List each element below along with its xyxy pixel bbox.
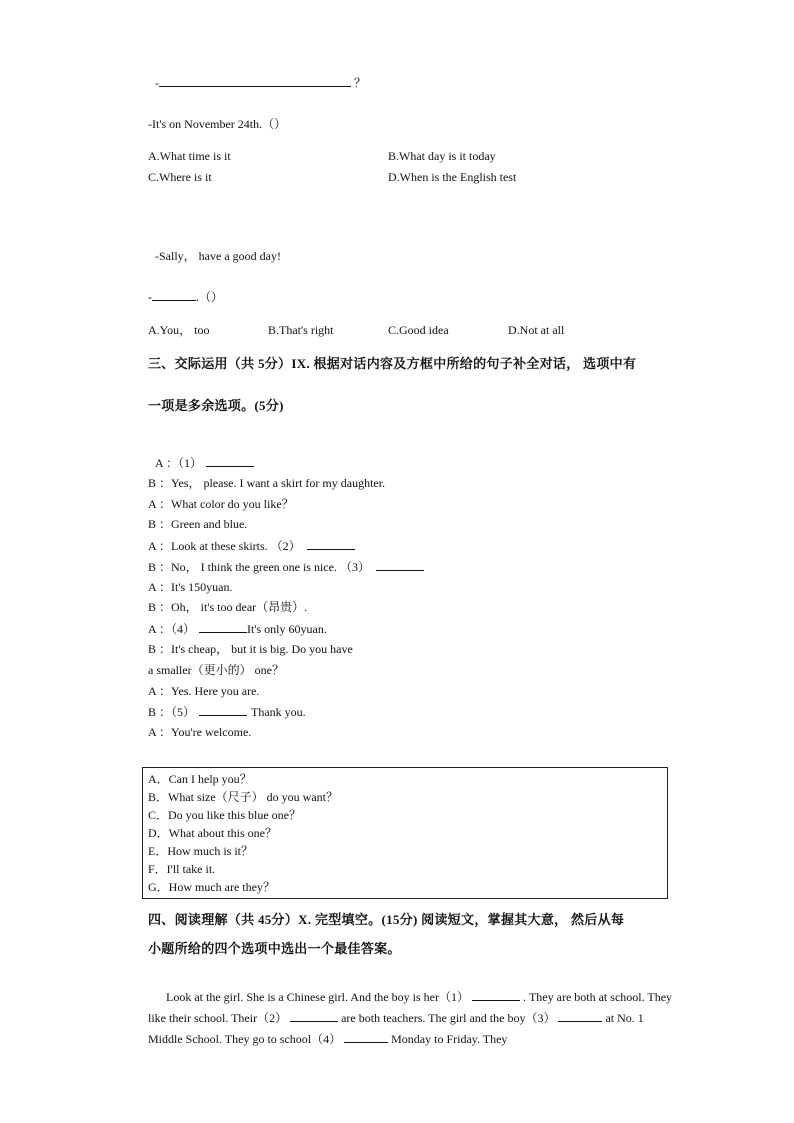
passage-line-1 (148, 987, 676, 1050)
box-option-f: F．I'll take it. (148, 862, 216, 876)
passage-text: Monday to Friday. They (391, 1032, 508, 1046)
answer-blank (199, 703, 247, 716)
answer-blank (206, 454, 254, 467)
dialogue-line: B ：Green and blue. (148, 517, 248, 531)
dialogue-line: A ：Look at these skirts. （2） (148, 537, 355, 554)
answer-blank (199, 620, 247, 633)
dialogue-line: B ：Yes， please. I want a skirt for my daughter. (148, 476, 386, 490)
answer-blank (307, 537, 355, 550)
answer-blank (376, 558, 424, 571)
dialogue-line: A ：（1） (155, 454, 254, 471)
section3-heading-line2: 一项是多余选项。(5分) (148, 398, 284, 413)
answer-blank (472, 988, 520, 1001)
option-a: A.You， too (148, 323, 210, 337)
box-option-g: G．How much are they？ (148, 880, 275, 894)
dialogue-line: B ：（5） Thank you. (148, 705, 306, 719)
dialogue-line: A ：You're welcome. (148, 725, 252, 739)
option-d: D.Not at all (508, 323, 565, 337)
option-c: C.Where is it (148, 170, 212, 184)
passage-text: . They are both at school. They like their school. Their（2） (148, 990, 673, 1025)
passage-text: Look at the girl. She is a Chinese girl. And the boy is her（1） (166, 990, 469, 1004)
section3-heading-line1: 三、交际运用（共 5分）IX. 根据对话内容及方框中所给的句子补全对话， 选项中有 (148, 356, 637, 371)
answer-blank (152, 288, 196, 301)
option-d: D.When is the English test (388, 170, 517, 184)
box-option-a: A．Can I help you？ (148, 772, 252, 786)
option-a: A.What time is it (148, 149, 231, 163)
box-option-c: C．Do you like this blue one？ (148, 808, 301, 822)
answer-blank (344, 1030, 388, 1043)
question-a-line (155, 74, 366, 91)
dialogue-line: A ：（4） It's only 60yuan. (148, 622, 327, 636)
option-b: B.That's right (268, 323, 334, 337)
question-b-line1: -Sally， have a good day! (155, 249, 281, 263)
section4-heading-line1: 四、阅读理解（共 45分）X. 完型填空。(15分) 阅读短文，掌握其大意， 然后从每 (148, 912, 625, 927)
options-box (142, 767, 668, 899)
dialogue-line: A ：It's 150yuan. (148, 580, 233, 594)
passage-text: are both teachers. The girl and the boy（3） (341, 1011, 556, 1025)
cloze-passage (148, 987, 676, 1050)
box-option-d: D．What about this one？ (148, 826, 277, 840)
answer-blank (290, 1009, 338, 1022)
box-option-e: E．How much is it？ (148, 844, 253, 858)
dialogue-line: A ：What color do you like？ (148, 497, 294, 511)
dialogue-line: B ：Oh， it's too dear（昂贵）. (148, 600, 308, 614)
passage-text: at No. 1 Middle School. They go to school（4） (148, 1011, 644, 1046)
option-c: C.Good idea (388, 323, 449, 337)
dialogue-line: a smaller（更小的） one？ (148, 663, 284, 677)
question-b-prefix: - (148, 290, 152, 304)
dialogue-line: A ：Yes. Here you are. (148, 684, 260, 698)
dialogue-line: B ：It's cheap， but it is big. Do you have (148, 642, 353, 656)
section4-heading-line2: 小题所给的四个选项中选出一个最佳答案。 (148, 941, 401, 956)
answer-blank (159, 74, 351, 87)
dialogue-line: B ：No， I think the green one is nice. （3） (148, 558, 424, 575)
answer-blank (558, 1009, 602, 1022)
question-b-suffix: .（） (196, 290, 224, 304)
question-b-line2 (148, 288, 223, 305)
question-a-suffix: ？ (354, 76, 367, 90)
option-b: B.What day is it today (388, 149, 496, 163)
question-a-answer: -It's on November 24th.（） (148, 117, 287, 131)
box-option-b: B．What size（尺子） do you want？ (148, 790, 338, 804)
question-a-prefix: - (155, 76, 159, 90)
